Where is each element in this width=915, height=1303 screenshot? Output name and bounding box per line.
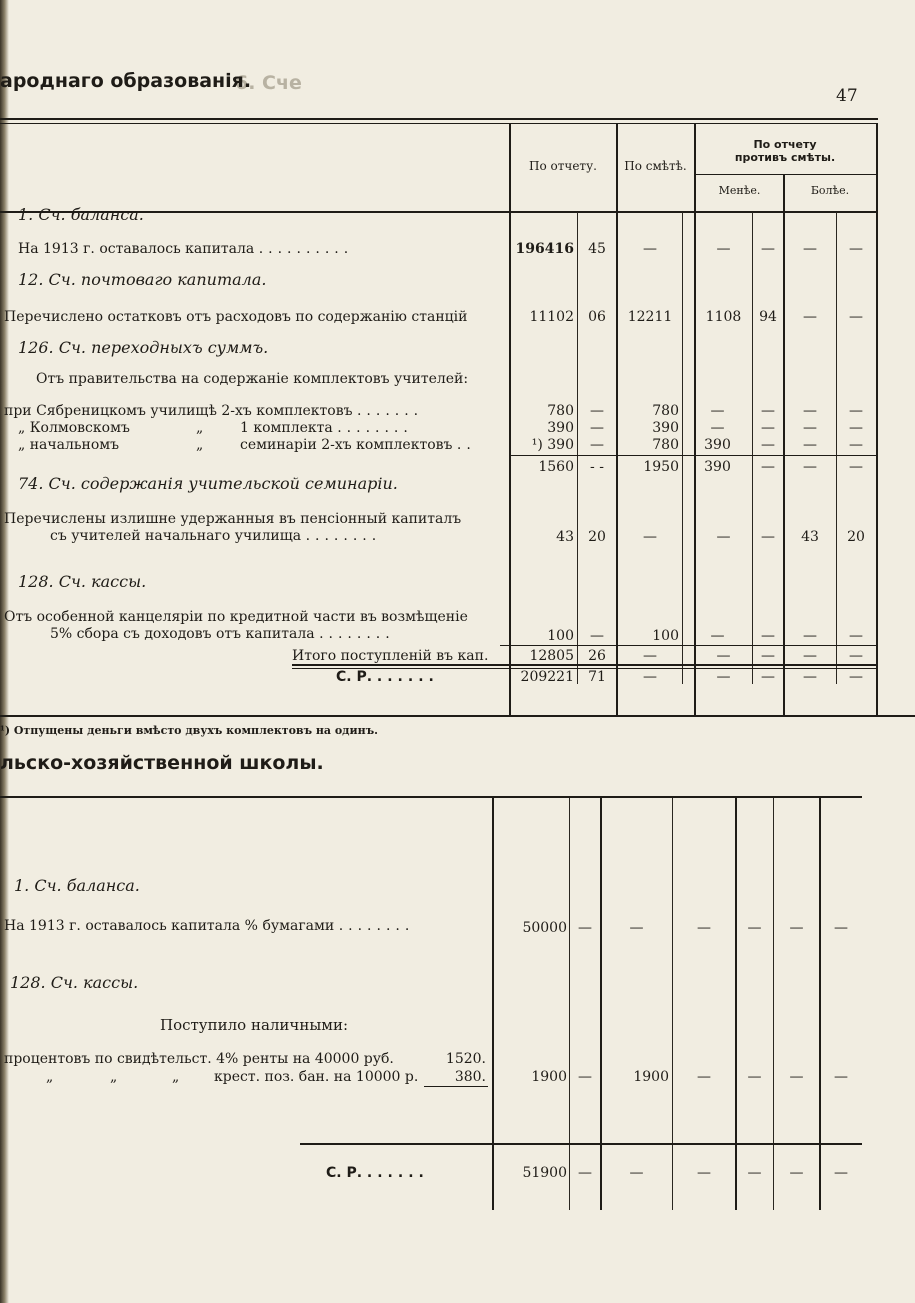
row-label: 5% сбора съ доходовъ отъ капитала ........ — [50, 626, 395, 642]
table-top-rule — [0, 796, 862, 798]
dash: — — [803, 459, 817, 475]
dash: — — [716, 648, 731, 664]
dash: — — [716, 529, 731, 545]
dash: — — [789, 1165, 804, 1181]
value-smeta: 780 — [652, 437, 679, 453]
row-label: процентовъ по свидѣтельст. 4% ренты на 40000 руб. — [4, 1051, 394, 1067]
row-label: На 1913 г. оставалось капитала .......... — [18, 241, 354, 257]
dash: — — [803, 241, 817, 257]
value-smeta: 780 — [652, 403, 679, 419]
dash: — — [849, 309, 863, 325]
dash: — — [716, 241, 731, 257]
col-header-bolee: Болѣе. — [810, 184, 850, 197]
dash: — — [710, 403, 725, 419]
dash: — — [849, 437, 863, 453]
value-rub: 100 — [547, 628, 574, 644]
value-rub: 780 — [547, 403, 574, 419]
dash: — — [834, 920, 848, 936]
bleed-through-text: 6. Сче — [235, 72, 302, 94]
col-header-group: По отчету противъ смѣты. — [734, 138, 836, 164]
subtotal-rub: 1560 — [538, 459, 574, 475]
book-spine-shadow — [0, 0, 9, 1303]
value-smeta: 100 — [652, 628, 679, 644]
dash: — — [849, 241, 863, 257]
kopek-divider — [773, 798, 774, 1210]
account-heading: 1. Сч. баланса. — [14, 876, 140, 895]
row-label: Перечислены излишне удержанныя въ пенсіонный капиталъ — [4, 511, 462, 527]
account-heading: 12. Сч. почтоваго капитала. — [18, 270, 267, 289]
dash: — — [590, 437, 604, 453]
dash: — — [747, 920, 762, 936]
dash: — — [849, 420, 863, 436]
table-top-rule-thin — [0, 123, 878, 124]
dash: — — [747, 1165, 762, 1181]
dash: — — [761, 403, 775, 419]
ditto-mark: „ — [110, 1069, 118, 1085]
account-heading: 1. Сч. баланса. — [18, 205, 144, 224]
value-menee-rub: 1108 — [705, 309, 742, 325]
column-divider — [492, 798, 494, 1210]
row-label: На 1913 г. оставалось капитала % бумагами ........ — [4, 918, 415, 934]
dash: — — [578, 1165, 592, 1181]
value-bolee-rub: 43 — [801, 529, 819, 545]
total-rule — [500, 645, 876, 646]
dash: — — [697, 1165, 711, 1181]
col-header-po-otchetu: По отчету. — [529, 159, 597, 173]
dash: — — [578, 1069, 592, 1085]
value-rub: 196416 — [515, 241, 574, 257]
dash: — — [761, 420, 775, 436]
value-kop: 45 — [588, 241, 606, 257]
sr-rub: 209221 — [520, 669, 574, 685]
dash: — — [849, 403, 863, 419]
dash: — — [834, 1069, 848, 1085]
account-heading: 126. Сч. переходныхъ суммъ. — [18, 338, 269, 357]
dash: — — [803, 648, 817, 664]
value-kop: 06 — [588, 309, 606, 325]
ditto-mark: „ — [172, 1069, 180, 1085]
total-rule — [300, 1143, 862, 1145]
value-smeta: 1900 — [633, 1069, 669, 1085]
row-heading: Поступило наличными: — [160, 1016, 348, 1034]
row-heading: Отъ правительства на содержаніе комплектовъ учителей: — [36, 371, 469, 387]
dash: — — [643, 529, 657, 545]
dash: — — [697, 1069, 711, 1085]
value-smeta: 390 — [652, 420, 679, 436]
column-divider — [735, 798, 737, 1210]
dash: — — [803, 309, 817, 325]
dash: — — [803, 437, 817, 453]
dash: — — [629, 920, 644, 936]
subtotal-kop: - - — [590, 459, 604, 475]
row-label: Отъ особенной канцеляріи по кредитной части въ возмѣщеніе — [4, 609, 468, 625]
dash: — — [849, 628, 863, 644]
dash: — — [803, 669, 817, 685]
value-rub: 43 — [556, 529, 574, 545]
itogo-label: Итого поступленій въ кап. — [292, 648, 489, 664]
account-heading: 128. Сч. кассы. — [10, 973, 139, 992]
row-label: съ учителей начальнаго училища ........ — [50, 528, 382, 544]
value-rub: 1900 — [531, 1069, 567, 1085]
dash: — — [761, 241, 775, 257]
dash: — — [716, 669, 731, 685]
section-title: льско-хозяйственной школы. — [0, 752, 324, 774]
dash: — — [590, 420, 604, 436]
total-rule-double — [292, 664, 876, 666]
table-top-rule — [0, 118, 878, 120]
value-menee-kop: 94 — [759, 309, 777, 325]
dash: — — [643, 669, 657, 685]
row-amount: 1520. — [445, 1051, 486, 1067]
itogo-kop: 26 — [588, 648, 606, 664]
subtotal-menee: 390 — [704, 459, 731, 475]
value-rub: 50000 — [522, 920, 567, 936]
page-header-title: ароднаго образованія. — [0, 70, 252, 92]
value-rub: 11102 — [529, 309, 574, 325]
itogo-rub: 12805 — [529, 648, 574, 664]
dash: — — [849, 669, 863, 685]
value-bolee-kop: 20 — [847, 529, 865, 545]
col-header-menee: Менѣе. — [718, 184, 761, 197]
subtotal-rule — [510, 455, 876, 456]
row-label: 1 комплекта ........ — [240, 420, 413, 436]
account-heading: 74. Сч. содержанія учительской семинаріи. — [18, 474, 398, 493]
section1-bottom-rule — [0, 715, 915, 717]
dash: — — [590, 628, 604, 644]
sr-kop: 71 — [588, 669, 606, 685]
dash: — — [578, 920, 592, 936]
dash: — — [849, 648, 863, 664]
row-label: Перечислено остатковъ отъ расходовъ по содержанію станцій — [4, 309, 468, 325]
dash: — — [803, 628, 817, 644]
sr-label: С. Р. ...... — [336, 669, 439, 685]
dash: — — [629, 1165, 644, 1181]
row-label: крест. поз. бан. на 10000 р. — [214, 1069, 419, 1085]
dash: — — [761, 437, 775, 453]
sr-rub: 51900 — [522, 1165, 567, 1181]
value-menee: 390 — [704, 437, 731, 453]
kopek-divider — [569, 798, 570, 1210]
value-smeta: 12211 — [627, 309, 673, 325]
group-header-rule — [695, 174, 878, 175]
dash: — — [747, 1069, 762, 1085]
ditto-mark: „ — [196, 437, 204, 453]
dash: — — [697, 920, 711, 936]
column-divider — [819, 798, 821, 1210]
row-label: семинаріи 2-хъ комплектовъ .. — [240, 437, 476, 453]
dash: — — [789, 1069, 804, 1085]
dash: — — [761, 459, 775, 475]
dash: — — [761, 669, 775, 685]
dash: — — [710, 628, 725, 644]
dash: — — [803, 420, 817, 436]
dash: — — [643, 648, 657, 664]
row-amount: 380. — [454, 1069, 486, 1085]
ditto-mark: „ — [46, 1069, 54, 1085]
subtotal-smeta: 1950 — [643, 459, 679, 475]
sr-label: С. Р. ...... — [326, 1165, 429, 1181]
sum-rule — [424, 1086, 488, 1087]
col-header-po-smete: По смѣтѣ. — [624, 159, 687, 173]
value-kop: 20 — [588, 529, 606, 545]
dash: — — [761, 648, 775, 664]
dash: — — [761, 628, 775, 644]
dash: — — [761, 529, 775, 545]
dash: — — [834, 1165, 848, 1181]
row-label: „ начальномъ — [18, 437, 120, 453]
dash: — — [590, 403, 604, 419]
row-label: при Сябреницкомъ училищѣ 2-хъ комплектовъ ....... — [4, 403, 424, 419]
column-divider — [876, 124, 878, 716]
column-divider — [600, 798, 602, 1210]
dash: — — [710, 420, 725, 436]
row-label: „ Колмовскомъ — [18, 420, 130, 436]
dash: — — [789, 920, 804, 936]
value-rub: ¹) 390 — [531, 437, 574, 453]
dash: — — [803, 403, 817, 419]
dash: — — [849, 459, 863, 475]
footnote: ¹) Отпущены деньги вмѣсто двухъ комплектовъ на одинъ. — [0, 724, 378, 737]
page-number: 47 — [836, 86, 858, 106]
account-heading: 128. Сч. кассы. — [18, 572, 147, 591]
value-rub: 390 — [547, 420, 574, 436]
dash: — — [643, 241, 657, 257]
kopek-divider — [672, 798, 673, 1210]
ditto-mark: „ — [196, 420, 204, 436]
